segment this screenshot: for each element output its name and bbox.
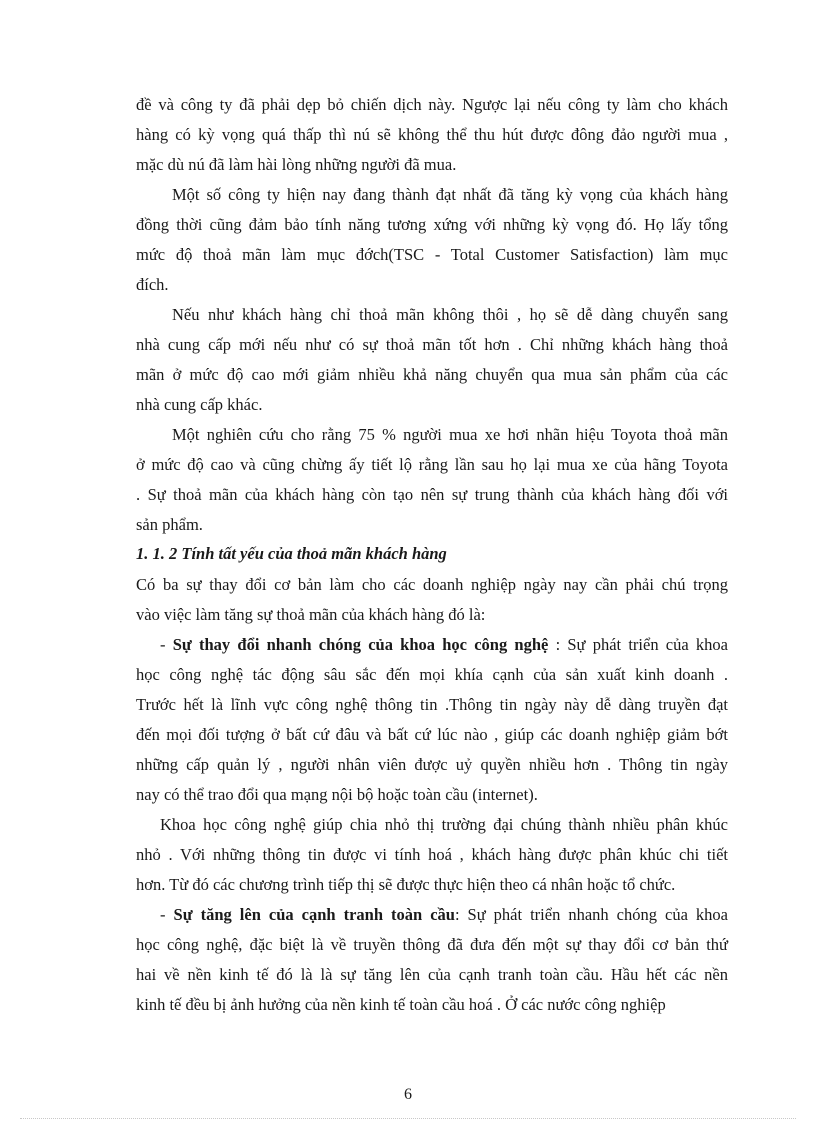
bullet-dash: -	[160, 635, 173, 654]
paragraph-line: Một số công ty hiện nay đang thành đạt nhất đã tăng kỳ vọng của khách hàng	[172, 185, 728, 204]
paragraph-line: nhà cung cấp khác.	[136, 395, 263, 414]
paragraph-line: Khoa học công nghệ giúp chia nhỏ thị trường đại chúng thành nhiều phân khúc	[160, 815, 728, 834]
paragraph-line: mức độ thoả mãn làm mục đớch(TSC - Total Customer Satisfaction) làm mục	[136, 245, 728, 264]
paragraph-line: nay có thể trao đổi qua mạng nội bộ hoặc toàn cầu (internet).	[136, 785, 538, 804]
bullet-line	[160, 635, 728, 655]
paragraph-line: . Sự thoả mãn của khách hàng còn tạo nên sự trung thành của khách hàng đối với	[136, 485, 728, 504]
paragraph-line: đích.	[136, 275, 169, 294]
paragraph-line: Một nghiên cứu cho rằng 75 % người mua xe hơi nhãn hiệu Toyota thoả mãn	[172, 425, 728, 444]
bullet-text: : Sự phát triển của khoa	[548, 635, 728, 654]
paragraph-line: đồng thời cũng đảm bảo tính năng tương xứng với những kỳ vọng đó. Họ lấy tổng	[136, 215, 728, 234]
paragraph-line: hơn. Từ đó các chương trình tiếp thị sẽ được thực hiện theo cá nhân hoặc tổ chức.	[136, 875, 676, 894]
bullet-dash: -	[160, 905, 174, 924]
paragraph-line: học công nghệ, đặc biệt là về truyền thông đã đưa đến một sự thay đổi cơ bản thứ	[136, 935, 728, 954]
paragraph-line: học công nghệ tác động sâu sắc đến mọi khía cạnh của sản xuất kinh doanh .	[136, 665, 728, 684]
paragraph-line: kinh tế đều bị ảnh hưởng của nền kinh tế toàn cầu hoá . Ở các nước công nghiệp	[136, 995, 666, 1014]
paragraph-line: mặc dù nú đã làm hài lòng những người đã mua.	[136, 155, 457, 174]
paragraph-line: đến mọi đối tượng ở bất cứ đâu và bất cứ lúc nào , giúp các doanh nghiệp giảm bớt	[136, 725, 728, 744]
paragraph-line: mãn ở mức độ cao mới giảm nhiều khả năng chuyển qua mua sản phẩm của các	[136, 365, 728, 384]
bullet-title: Sự tăng lên của cạnh tranh toàn cầu	[173, 905, 455, 924]
paragraph-line: ở mức độ cao và cũng chừng ấy tiết lộ rằng lần sau họ lại mua xe của hãng Toyota	[136, 455, 728, 474]
bullet-text: : Sự phát triển nhanh chóng của khoa	[454, 905, 728, 924]
paragraph-line: sản phẩm.	[136, 515, 203, 534]
paragraph-line: đề và công ty đã phải dẹp bỏ chiến dịch này. Ngược lại nếu công ty làm cho khách	[136, 95, 728, 114]
section-heading: 1. 1. 2 Tính tất yếu của thoả mãn khách hàng	[136, 544, 447, 563]
page-number: 6	[404, 1086, 412, 1103]
paragraph-line: Trước hết là lĩnh vực công nghệ thông tin .Thông tin ngày này dễ dàng truyền đạt	[136, 695, 728, 714]
paragraph-line: nhà cung cấp mới nếu như có sự thoả mãn tốt hơn . Chỉ những khách hàng thoả	[136, 335, 728, 354]
bullet-line	[160, 905, 728, 925]
bullet-title: Sự thay đổi nhanh chóng của khoa học công nghệ	[172, 635, 549, 654]
page-bottom-divider	[20, 1118, 796, 1119]
paragraph-line: Có ba sự thay đổi cơ bản làm cho các doanh nghiệp ngày nay cần phải chú trọng	[136, 575, 728, 594]
paragraph-line: hai về nền kinh tế đó là là sự tăng lên của cạnh tranh toàn cầu. Hầu hết các nền	[136, 965, 728, 984]
paragraph-line: vào việc làm tăng sự thoả mãn của khách hàng đó là:	[136, 605, 486, 624]
paragraph-line: nhỏ . Với những thông tin được vi tính hoá , khách hàng được phân khúc chi tiết	[136, 845, 728, 864]
paragraph-line: Nếu như khách hàng chỉ thoả mãn không thôi , họ sẽ dễ dàng chuyển sang	[172, 305, 728, 324]
paragraph-line: những cấp quản lý , người nhân viên được uỷ quyền nhiều hơn . Thông tin ngày	[136, 755, 728, 774]
paragraph-line: hàng có kỳ vọng quá thấp thì nú sẽ không thể thu hút được đông đảo người mua ,	[136, 125, 728, 144]
